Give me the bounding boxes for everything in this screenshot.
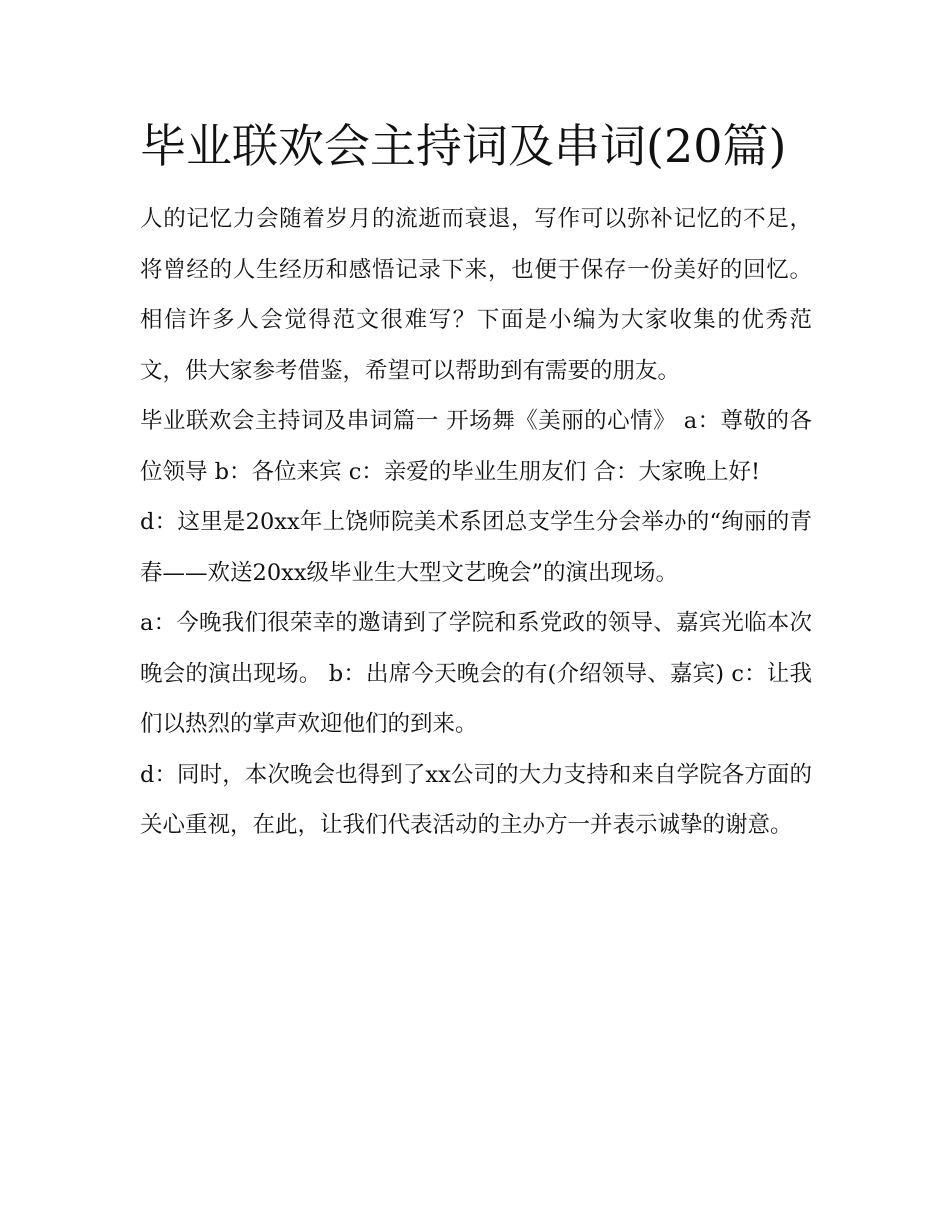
document-title: 毕业联欢会主持词及串词(20篇) — [140, 119, 787, 173]
body-paragraph-2: d：这里是20xx年上饶师院美术系团总支学生分会举办的“绚丽的青春——欢送20xx级毕业生大型文艺晚会”的演出现场。 — [140, 509, 812, 586]
intro-paragraph: 人的记忆力会随着岁月的流逝而衰退，写作可以弥补记忆的不足，将曾经的人生经历和感悟记录下来，也便于保存一份美好的回忆。相信许多人会觉得范文很难写？下面是小编为大家收集的优秀范文，供大家参考借鉴，希望可以帮助到有需要的朋友。 — [140, 206, 812, 384]
body-paragraph-3: a：今晚我们很荣幸的邀请到了学院和系党政的领导、嘉宾光临本次晚会的演出现场。 b：出席今天晚会的有(介绍领导、嘉宾) c：让我们以热烈的掌声欢迎他们的到来。 — [140, 610, 812, 737]
body-paragraph-4: d：同时，本次晚会也得到了xx公司的大力支持和来自学院各方面的关心重视，在此，让我们代表活动的主办方一并表示诚挚的谢意。 — [140, 761, 812, 838]
document-page — [140, 112, 812, 851]
body-paragraph-1: 毕业联欢会主持词及串词篇一 开场舞《美丽的心情》 a：尊敬的各位领导 b：各位来宾 c：亲爱的毕业生朋友们 合：大家晚上好! — [140, 408, 812, 485]
